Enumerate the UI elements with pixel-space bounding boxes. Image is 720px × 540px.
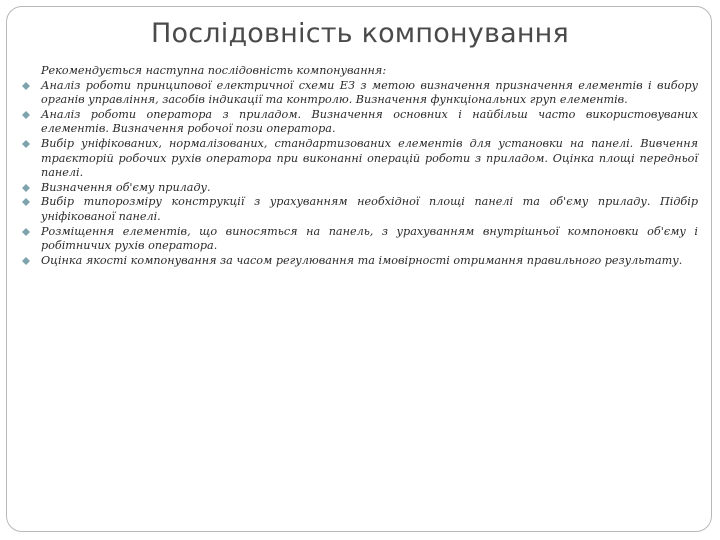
list-item-text: Аналіз роботи принципової електричної схеми ЕЗ з метою визначення призначення елементів і вибору органів управління, засобів індикації та контролю. Визначення функціональних груп елементів. (41, 78, 698, 107)
list-item (18, 79, 698, 108)
list-item (18, 108, 698, 137)
bullet-icon (22, 82, 30, 90)
bullet-icon (22, 228, 30, 236)
bullet-icon (22, 140, 30, 148)
intro-text: Рекомендується наступна послідовність компонування: (41, 64, 387, 77)
slide-title: Послідовність компонування (151, 18, 569, 49)
list-item-text: Визначення об'єму приладу. (41, 180, 211, 194)
bullet-list (18, 79, 698, 269)
list-item-text: Аналіз роботи оператора з приладом. Визначення основних і найбільш часто використовуваних елементів. Визначення робочої пози оператора. (41, 107, 698, 136)
bullet-icon (22, 111, 30, 119)
list-item (18, 137, 698, 181)
list-item-text: Вибір типорозміру конструкції з урахуванням необхідної площі панелі та об'єму приладу. Підбір уніфікованої панелі. (41, 195, 698, 223)
slide-content (18, 64, 698, 268)
bullet-icon (22, 198, 30, 206)
list-item (18, 195, 698, 224)
bullet-icon (22, 257, 30, 265)
list-item-text: Вибір уніфікованих, нормалізованих, стандартизованих елементів для установки на панелі. Вивчення траєкторій робочих рухів оператора при виконанні операцій роботи з приладом. Оцінка площі передньої панелі. (41, 136, 698, 180)
list-item-text: Оцінка якості компонування за часом регулювання та імовірності отримання правильного результату. (41, 253, 683, 267)
list-item (18, 181, 698, 196)
list-item (18, 254, 698, 269)
bullet-icon (22, 184, 30, 192)
list-item (18, 225, 698, 254)
list-item-text: Розміщення елементів, що виносяться на панель, з урахуванням внутрішньої компоновки об'єму і робітничих рухів оператора. (41, 224, 698, 253)
